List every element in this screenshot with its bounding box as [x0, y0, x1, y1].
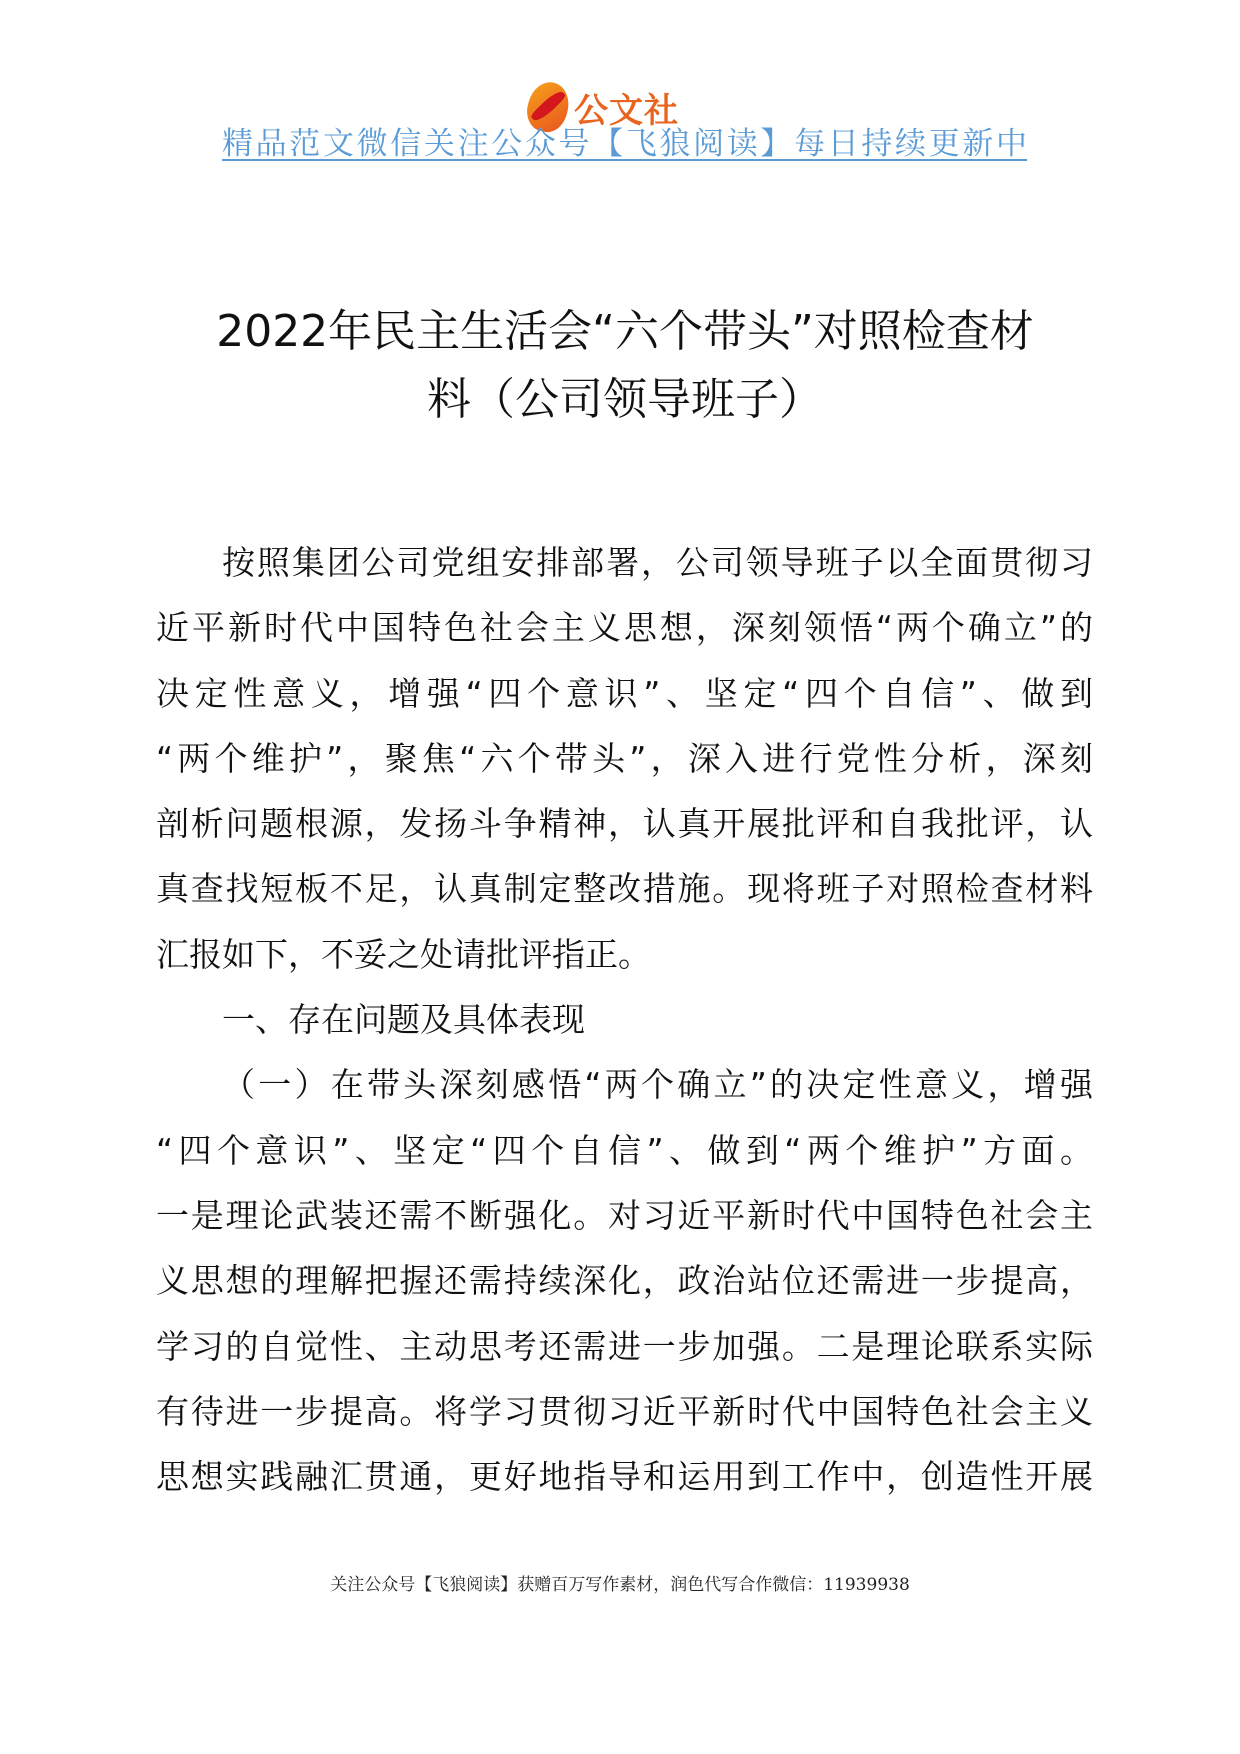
- page-footer: 关注公众号【飞狼阅读】获赠百万写作素材，润色代写合作微信：11939938: [330, 1575, 910, 1595]
- body-text-line: 按照集团公司党组安排部署，公司领导班子以全面贯彻习: [222, 543, 1093, 582]
- body-text-line: 有待进一步提高。将学习贯彻习近平新时代中国特色社会主义: [156, 1391, 1093, 1431]
- title-line-2: 料（公司领导班子）: [427, 374, 823, 425]
- logo-text: 公文社: [574, 90, 679, 131]
- title-line-1: 2022年民主生活会“六个带头”对照检查材: [216, 306, 1034, 357]
- body-text-line: 一是理论武装还需不断强化。对习近平新时代中国特色社会主: [156, 1195, 1093, 1235]
- body-text-line: （一）在带头深刻感悟“两个确立”的决定性意义，增强: [222, 1065, 1093, 1105]
- body-text-line: 思想实践融汇贯通，更好地指导和运用到工作中，创造性开展: [156, 1457, 1093, 1497]
- document-title: [150, 298, 1100, 434]
- body-text-line: 义思想的理解把握还需持续深化，政治站位还需进一步提高，: [156, 1261, 1093, 1301]
- body-text-line: 真查找短板不足，认真制定整改措施。现将班子对照检查材料: [156, 869, 1093, 909]
- body-text-line: 剖析问题根源，发扬斗争精神，认真开展批评和自我批评，认: [156, 804, 1093, 844]
- body-text-line: 汇报如下，不妥之处请批评指正。: [156, 934, 651, 974]
- body-text-line: 学习的自觉性、主动思考还需进一步加强。二是理论联系实际: [156, 1326, 1093, 1366]
- promo-banner-link[interactable]: 精品范文微信关注公众号【飞狼阅读】每日持续更新中: [222, 126, 1027, 162]
- body-text-line: “四个意识”、坚定“四个自信”、做到“两个维护”方面。: [156, 1130, 1093, 1170]
- body-text-line: 近平新时代中国特色社会主义思想，深刻领悟“两个确立”的: [156, 608, 1093, 648]
- document-body: [156, 530, 1093, 1509]
- body-text-line: 一、存在问题及具体表现: [222, 1000, 585, 1040]
- body-text-line: “两个维护”，聚焦“六个带头”，深入进行党性分析，深刻: [156, 738, 1093, 778]
- body-text-line: 决定性意义，增强“四个意识”、坚定“四个自信”、做到: [156, 673, 1093, 713]
